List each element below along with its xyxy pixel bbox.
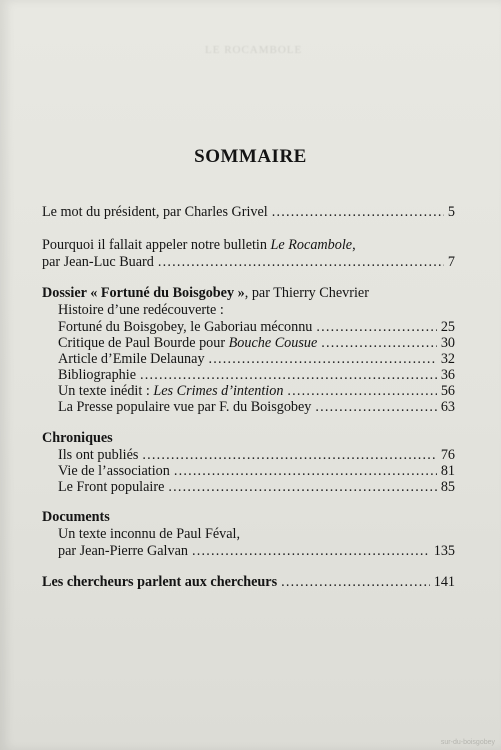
toc-entry: par Jean-Pierre Galvan ..... 135 (58, 543, 455, 559)
toc-entry: Article d’Emile Delaunay ..... 32 (58, 351, 455, 367)
toc-entry: Bibliographie ..... 36 (58, 367, 455, 383)
page-title: SOMMAIRE (194, 146, 307, 167)
toc-entry: Ils ont publiés ..... 76 (58, 447, 455, 463)
toc-entry-rocambole-line1: Pourquoi il fallait appeler notre bulletin Le Rocambole, (42, 237, 356, 253)
dossier-intro: Histoire d’une redécouverte : (58, 302, 224, 318)
section-heading-dossier: Dossier « Fortuné du Boisgobey », par Thierry Chevrier (42, 285, 369, 301)
page-number: 7 (447, 254, 455, 270)
toc-entry: Critique de Paul Bourde pour Bouche Cousue ..... 30 (58, 335, 455, 351)
page-number: 5 (447, 204, 455, 220)
toc-entry: La Presse populaire vue par F. du Boisgobey ..... 63 (58, 399, 455, 415)
bleed-through-header: LE ROCAMBOLE (205, 44, 303, 56)
toc-entry-rocambole (42, 254, 455, 270)
toc-entry-chercheurs: Les chercheurs parlent aux chercheurs ..... 141 (42, 574, 455, 590)
entry-text: par Jean-Luc Buard (42, 254, 154, 270)
section-heading-chroniques: Chroniques (42, 430, 113, 446)
section-heading-documents: Documents (42, 509, 110, 525)
toc-entry: Le Front populaire ..... 85 (58, 479, 455, 495)
toc-entry: Un texte inédit : Les Crimes d’intention ..... 56 (58, 383, 455, 399)
toc-entry-president (42, 204, 455, 220)
entry-text: Le mot du président, par Charles Grivel (42, 204, 268, 220)
toc-entry: Vie de l’association ..... 81 (58, 463, 455, 479)
leader-dots (158, 254, 444, 270)
documents-line1: Un texte inconnu de Paul Féval, (58, 526, 241, 542)
toc-entry: Fortuné du Boisgobey, le Gaboriau méconnu ..... 25 (58, 319, 455, 335)
watermark: sur-du-boisgobey (440, 739, 495, 746)
leader-dots (272, 204, 444, 220)
